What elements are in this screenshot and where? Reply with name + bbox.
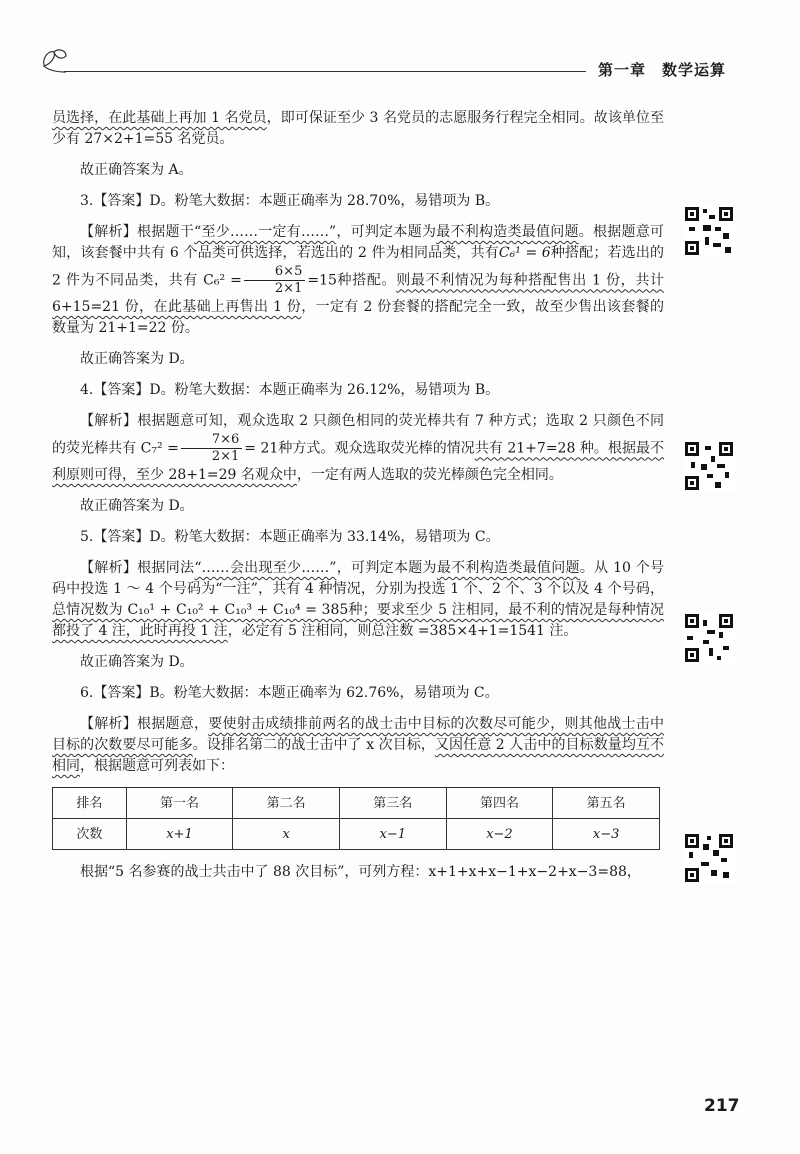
qr-code-icon[interactable] [683, 440, 735, 492]
leaf-icon [40, 46, 70, 74]
header-rule [64, 71, 586, 72]
answer-line: 故正确答案为 A。 [80, 162, 193, 178]
table-cell: x−3 [553, 819, 660, 850]
table-cell: x [233, 819, 340, 850]
table-row [53, 819, 660, 850]
answer-heading-q4: 4.【答案】D。粉笔大数据：本题正确率为 26.12%，易错项为 B。 [80, 382, 500, 398]
ranking-table [52, 787, 660, 850]
table-header-cell: 第二名 [233, 788, 340, 819]
answer-line: 故正确答案为 D。 [80, 654, 194, 670]
table-header-cell: 第四名 [446, 788, 553, 819]
fraction: $\frac{7\times 6}{2\times 1}$ [181, 432, 242, 465]
table-row [53, 788, 660, 819]
table-cell: x+1 [126, 819, 233, 850]
table-header-cell: 第三名 [339, 788, 446, 819]
table-cell: x−2 [446, 819, 553, 850]
page-content [52, 108, 664, 893]
analysis-q3: 【解析】根据题干“至少……一定有……”，可判定本题为最不利构造类最值问题。根据题意可知，该套餐中共有 6 个品类可供选择，若选出的 2 件为相同品类，共有C₆¹ = 6种搭配；若选出的 2 件为不同品类，共有 C₆² = $\frac{6\times 5}{2\times 1}$ =15种搭配。则最不利情况为每种搭配售出 1 份，共计 6+15=21 份，在此基础上再售出 1 份，一定有 2 份套餐的搭配完全一致，故至少售出该套餐的数量为 21+1=22 份。 [52, 224, 665, 336]
table-header-cell: 排名 [53, 788, 127, 819]
table-cell: x−1 [339, 819, 446, 850]
fraction: $\frac{6\times 5}{2\times 1}$ [244, 264, 305, 297]
page-number: 217 [704, 1096, 740, 1116]
table-cell: 次数 [53, 819, 127, 850]
answer-heading-q3: 3.【答案】D。粉笔大数据：本题正确率为 28.70%，易错项为 B。 [80, 193, 500, 209]
chapter-title: 第一章 数学运算 [597, 61, 726, 79]
answer-line: 故正确答案为 D。 [80, 498, 194, 514]
analysis-q4: 【解析】根据题意可知，观众选取 2 只颜色相同的荧光棒共有 7 种方式；选取 2 只颜色不同的荧光棒共有 C₇² = $\frac{7\times 6}{2\times 1}$ = 21种方式。观众选取荧光棒的情况共有 21+7=28 种。根据最不利原则可得，至少 28+1=29 名观众中，一定有两人选取的荧光棒颜色完全相同。 [52, 413, 665, 483]
answer-line: 故正确答案为 D。 [80, 351, 194, 367]
qr-code-icon[interactable] [683, 205, 735, 257]
page-header [36, 44, 736, 84]
answer-heading-q6: 6.【答案】B。粉笔大数据：本题正确率为 62.76%，易错项为 C。 [80, 685, 499, 701]
equation-line: 根据“5 名参赛的战士共击中了 88 次目标”，可列方程：x+1+x+x−1+x−2+x−3=88， [80, 864, 641, 880]
qr-code-icon[interactable] [683, 612, 735, 664]
analysis-q6: 【解析】根据题意，要使射击成绩排前两名的战士击中目标的次数尽可能少，则其他战士击中目标的次数要尽可能多。设排名第二的战士击中了 x 次目标，又因任意 2 人击中的目标数量均互不相同，根据题意可列表如下： [52, 716, 665, 774]
answer-heading-q5: 5.【答案】D。粉笔大数据：本题正确率为 33.14%，易错项为 C。 [80, 529, 500, 545]
table-header-cell: 第一名 [126, 788, 233, 819]
paragraph-q2-end: 员选择，在此基础上再加 1 名党员，即可保证至少 3 名党员的志愿服务行程完全相同。故该单位至少有 27×2+1=55 名党员。 [52, 110, 664, 147]
analysis-q5: 【解析】根据同法“……会出现至少……”，可判定本题为最不利构造类最值问题。从 10 个号码中投选 1 ～ 4 个号码为“一注”，共有 4 种情况，分别为投选 1 个、2 个、3 个以及 4 个号码，总情况数为 C₁₀¹ + C₁₀² + C₁₀³ + C₁₀⁴ = 385种；要求至少 5 注相同，最不利的情况是每种情况都投了 4 注，此时再投 1 注，必定有 5 注相同，则总注数 =385×4+1=1541 注。 [52, 560, 665, 639]
qr-code-icon[interactable] [683, 832, 735, 884]
table-header-cell: 第五名 [553, 788, 660, 819]
